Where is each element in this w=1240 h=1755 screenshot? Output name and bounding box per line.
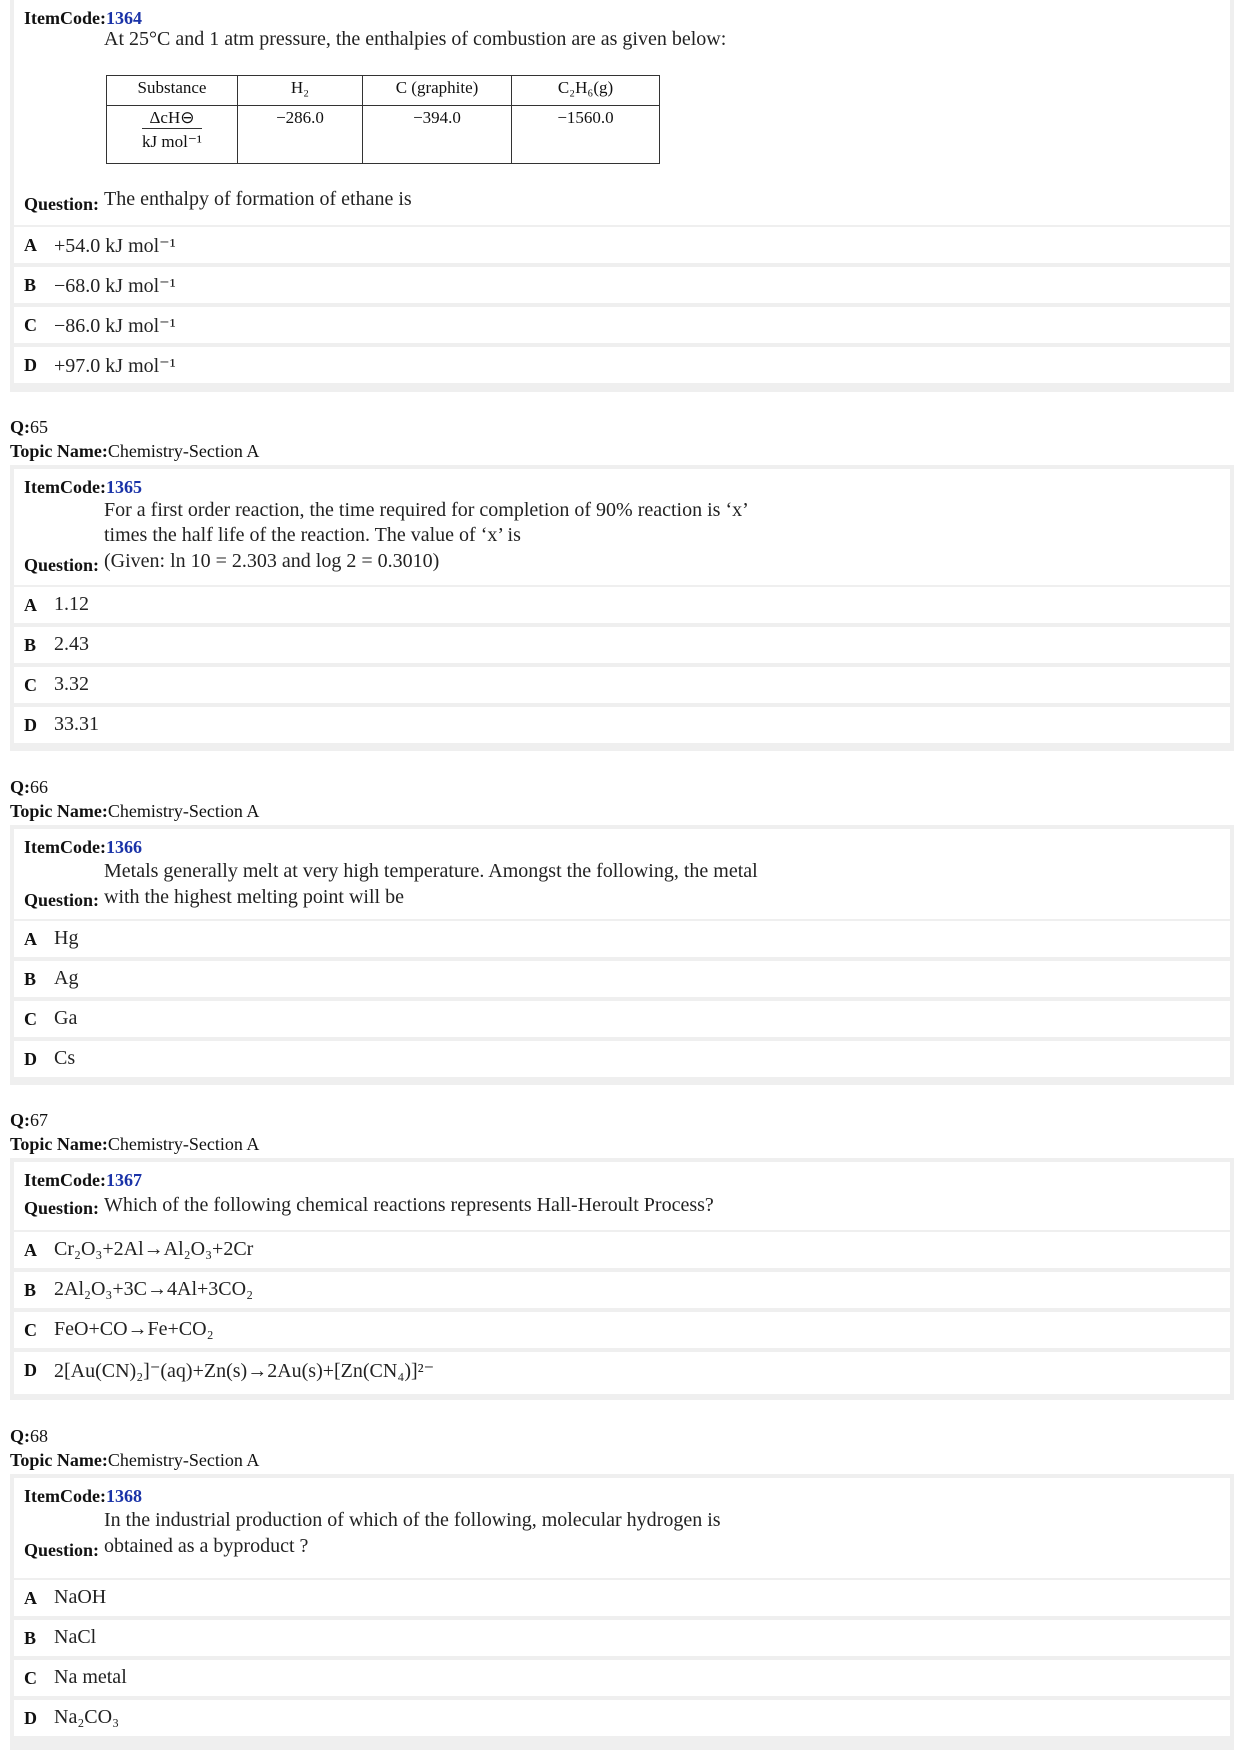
option-text: NaOH (54, 1586, 107, 1608)
question-number: 65 (30, 417, 48, 437)
option-text: Ag (54, 967, 79, 989)
option-text: +54.0 kJ mol⁻¹ (54, 235, 176, 257)
option-letter: A (24, 1588, 37, 1608)
option-a[interactable] (14, 227, 1230, 263)
option-c[interactable] (14, 1001, 1230, 1037)
option-letter: B (24, 969, 37, 989)
option-text: FeO+CO→Fe+CO₂ (54, 1318, 214, 1340)
question-stem-line: times the half life of the reaction. The value of ‘x’ is (104, 524, 521, 546)
option-letter: D (24, 1360, 37, 1380)
option-letter: A (24, 595, 37, 615)
row-label-quantity: ΔcH⊖ (142, 108, 202, 129)
question-card-1365 (10, 465, 1234, 751)
option-letter: C (24, 315, 37, 335)
option-letter: D (24, 715, 37, 735)
option-a[interactable] (14, 1580, 1230, 1616)
option-text: NaCl (54, 1626, 97, 1648)
table-header-cell: Substance (107, 76, 238, 106)
option-letter: C (24, 675, 37, 695)
question-header-66: Q:66 Topic Name:Chemistry-Section A (10, 777, 260, 821)
question-label: Question: (24, 890, 100, 910)
item-code: ItemCode:1367 (24, 1170, 142, 1190)
question-stem-area (14, 469, 1230, 585)
option-text: Na₂CO₃ (54, 1706, 120, 1728)
option-text: +97.0 kJ mol⁻¹ (54, 355, 176, 377)
option-letter: B (24, 275, 37, 295)
option-b[interactable] (14, 267, 1230, 303)
option-text: 2Al₂O₃+3C→4Al+3CO₂ (54, 1278, 254, 1300)
option-c[interactable] (14, 667, 1230, 703)
topic-name: Chemistry-Section A (107, 1134, 260, 1154)
topic-name: Chemistry-Section A (107, 441, 260, 461)
question-label: Question: (24, 1540, 100, 1560)
question-number: 68 (30, 1426, 48, 1446)
option-d[interactable] (14, 1352, 1230, 1394)
topic-name: Chemistry-Section A (107, 801, 260, 821)
question-stem: At 25°C and 1 atm pressure, the enthalpies of combustion are as given below: (104, 28, 727, 50)
question-label: Question: (24, 194, 100, 214)
option-letter: B (24, 635, 37, 655)
table-header-row (107, 76, 660, 106)
question-card-1368 (10, 1474, 1234, 1750)
option-b[interactable] (14, 961, 1230, 997)
option-letter: A (24, 235, 37, 255)
option-text: 1.12 (54, 593, 89, 615)
option-text: Cs (54, 1047, 76, 1069)
question-stem-line: Metals generally melt at very high temperature. Amongst the following, the metal (104, 860, 758, 882)
option-text: 2[Au(CN)₂]⁻(aq)+Zn(s)→2Au(s)+[Zn(CN₄)]²⁻ (54, 1360, 435, 1382)
item-code-value: 1368 (105, 1486, 142, 1506)
question-card-1366 (10, 825, 1234, 1085)
table-header-cell: H₂ (238, 76, 363, 106)
option-text: Hg (54, 927, 79, 949)
question-stem-area (14, 0, 1230, 225)
option-text: −68.0 kJ mol⁻¹ (54, 275, 176, 297)
option-letter: A (24, 1240, 37, 1260)
table-header-cell: C₂H₆(g) (512, 76, 660, 106)
option-text: 33.31 (54, 713, 99, 735)
option-d[interactable] (14, 707, 1230, 743)
question-text: (Given: ln 10 = 2.303 and log 2 = 0.3010) (104, 550, 440, 572)
question-text: with the highest melting point will be (104, 886, 404, 908)
option-letter: C (24, 1320, 37, 1340)
question-label: Question: (24, 555, 100, 575)
table-header-cell: C (graphite) (363, 76, 512, 106)
table-row-label (107, 106, 238, 164)
question-number: 67 (30, 1110, 48, 1130)
question-text: The enthalpy of formation of ethane is (104, 188, 412, 210)
option-letter: D (24, 1708, 37, 1728)
enthalpy-table (106, 75, 660, 164)
option-letter: C (24, 1668, 37, 1688)
option-c[interactable] (14, 1312, 1230, 1348)
option-text: −86.0 kJ mol⁻¹ (54, 315, 176, 337)
item-code: ItemCode:1364 (24, 8, 142, 28)
question-stem-area (14, 1478, 1230, 1578)
row-label-unit: kJ mol⁻¹ (142, 132, 202, 151)
topic-name: Chemistry-Section A (107, 1450, 260, 1470)
option-letter: A (24, 929, 37, 949)
option-a[interactable] (14, 1232, 1230, 1268)
question-stem-area (14, 1162, 1230, 1230)
table-cell: −394.0 (363, 106, 512, 164)
question-stem-area (14, 829, 1230, 919)
option-letter: B (24, 1280, 37, 1300)
item-code-value: 1364 (105, 8, 142, 28)
question-text: obtained as a byproduct ? (104, 1535, 309, 1557)
question-header-65: Q:65 Topic Name:Chemistry-Section A (10, 417, 260, 461)
option-a[interactable] (14, 921, 1230, 957)
item-code-value: 1367 (105, 1170, 142, 1190)
option-b[interactable] (14, 1620, 1230, 1656)
question-text: Which of the following chemical reactions represents Hall-Heroult Process? (104, 1194, 714, 1216)
option-letter: D (24, 1049, 37, 1069)
item-code-value: 1366 (105, 837, 142, 857)
option-c[interactable] (14, 1660, 1230, 1696)
item-code-value: 1365 (105, 477, 142, 497)
table-cell: −1560.0 (512, 106, 660, 164)
question-card-1367 (10, 1158, 1234, 1400)
table-value-row (107, 106, 660, 164)
option-text: Na metal (54, 1666, 127, 1688)
question-number: 66 (30, 777, 48, 797)
option-text: 2.43 (54, 633, 89, 655)
option-letter: C (24, 1009, 37, 1029)
option-a[interactable] (14, 587, 1230, 623)
option-letter: B (24, 1628, 37, 1648)
option-text: Cr₂O₃+2Al→Al₂O₃+2Cr (54, 1238, 254, 1260)
item-code: ItemCode:1368 (24, 1486, 142, 1506)
option-b[interactable] (14, 1272, 1230, 1308)
question-card-1364 (10, 0, 1234, 392)
question-header-68: Q:68 Topic Name:Chemistry-Section A (10, 1426, 260, 1470)
option-text: Ga (54, 1007, 78, 1029)
option-c[interactable] (14, 307, 1230, 343)
question-header-67: Q:67 Topic Name:Chemistry-Section A (10, 1110, 260, 1154)
table-cell: −286.0 (238, 106, 363, 164)
option-d[interactable] (14, 347, 1230, 383)
option-text: 3.32 (54, 673, 89, 695)
option-b[interactable] (14, 627, 1230, 663)
question-stem-line: In the industrial production of which of the following, molecular hydrogen is (104, 1509, 721, 1531)
option-letter: D (24, 355, 37, 375)
option-d[interactable] (14, 1041, 1230, 1077)
option-d[interactable] (14, 1700, 1230, 1736)
question-label: Question: (24, 1198, 100, 1218)
item-code: ItemCode:1366 (24, 837, 142, 857)
item-code: ItemCode:1365 (24, 477, 142, 497)
question-stem-line: For a first order reaction, the time required for completion of 90% reaction is ‘x’ (104, 499, 749, 521)
